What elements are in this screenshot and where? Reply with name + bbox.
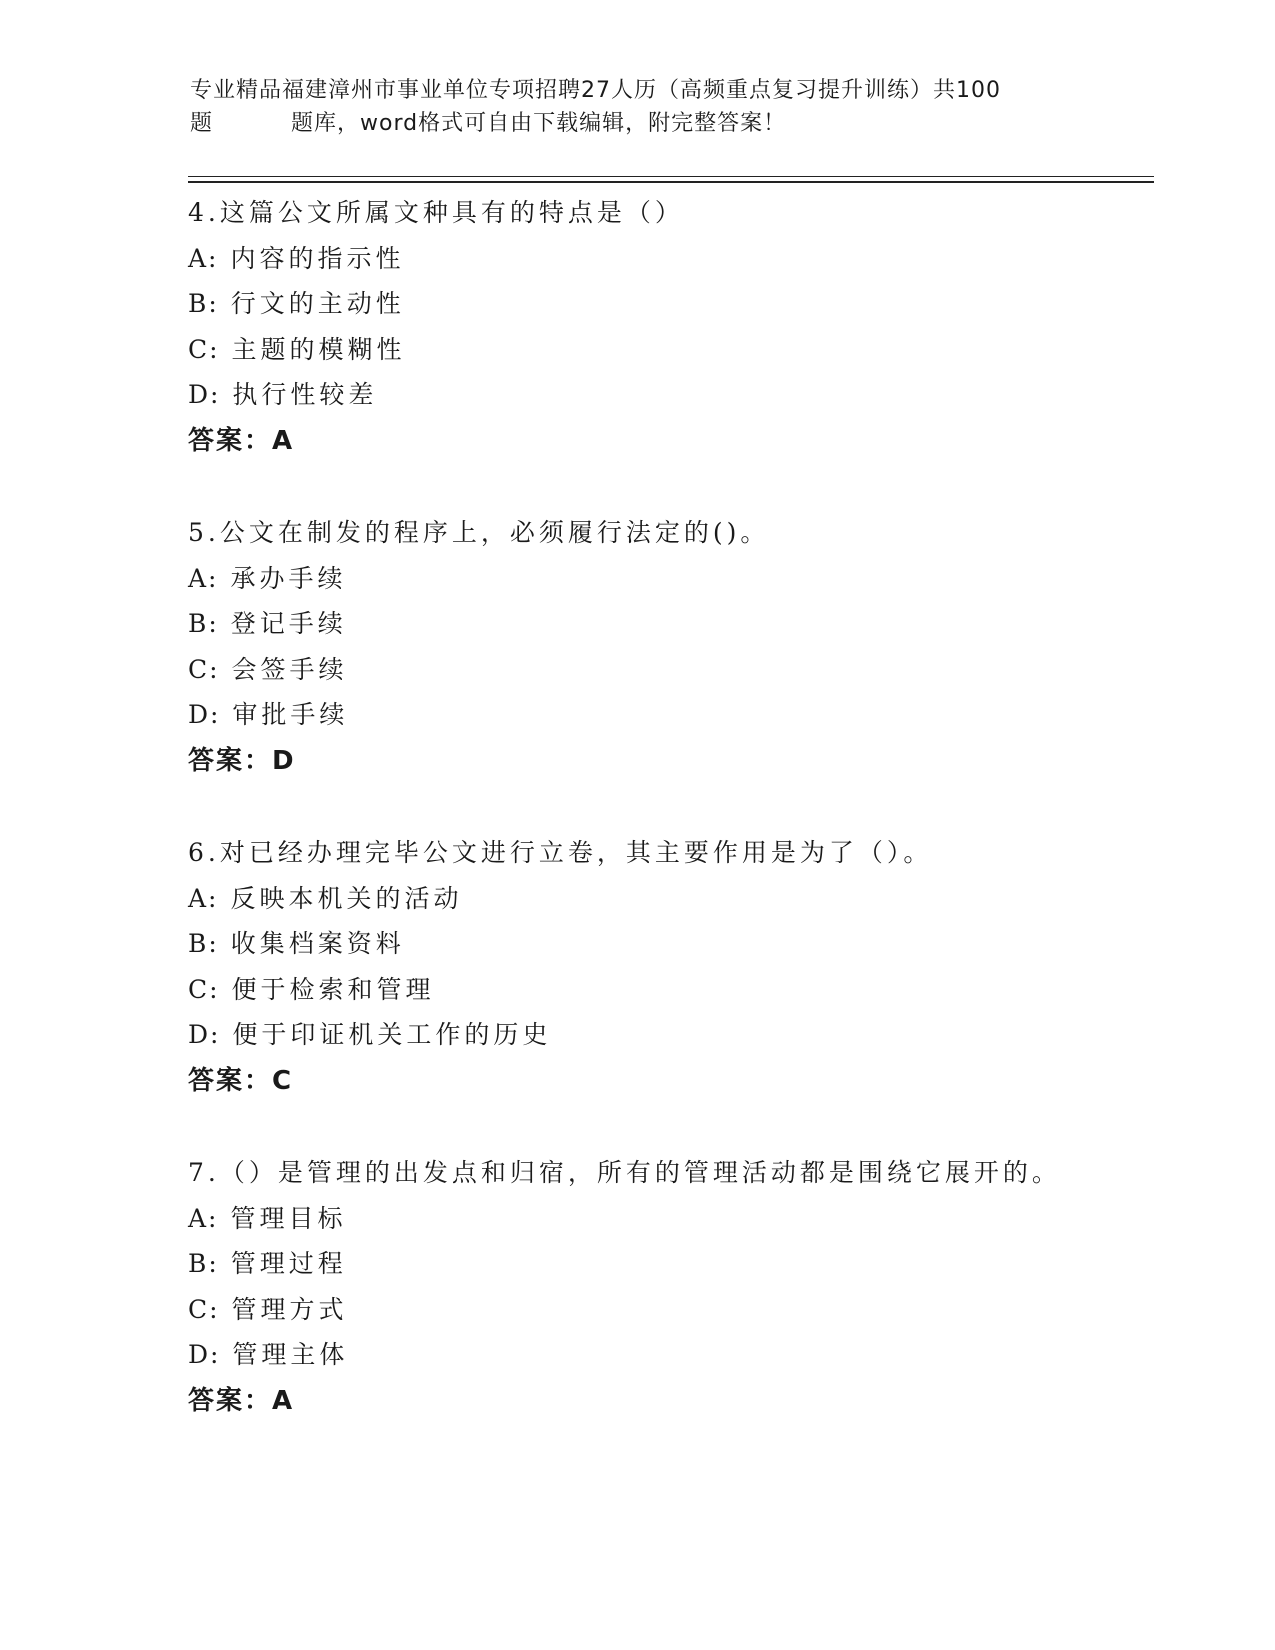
- option-d: [188, 372, 1168, 418]
- question-list: [188, 190, 1168, 1470]
- option-text: 管理过程: [230, 1249, 347, 1279]
- option-letter: A:: [188, 883, 219, 913]
- option-a: [188, 1196, 1168, 1242]
- header-title-line1: 专业精品福建漳州市事业单位专项招聘27人历（高频重点复习提升训练）共100: [190, 78, 1001, 103]
- question-item: [188, 1150, 1168, 1424]
- header-line2-left: 题: [190, 111, 214, 136]
- option-d: [188, 1332, 1168, 1378]
- option-text: 收集档案资料: [230, 929, 405, 959]
- option-text: 内容的指示性: [230, 243, 405, 273]
- option-text: 登记手续: [230, 609, 347, 639]
- option-letter: C:: [188, 974, 220, 1004]
- option-letter: B:: [188, 1249, 219, 1279]
- header-line2-right: 题库，word格式可自由下载编辑，附完整答案！: [291, 111, 787, 136]
- option-d: [188, 1012, 1168, 1058]
- option-text: 便于检索和管理: [231, 974, 435, 1004]
- option-b: [188, 921, 1168, 967]
- option-c: [188, 967, 1168, 1013]
- question-item: [188, 510, 1168, 784]
- answer-line: 答案：A: [188, 425, 295, 456]
- answer-line: 答案：A: [188, 1385, 295, 1416]
- option-a: [188, 556, 1168, 602]
- question-stem: 6.对已经办理完毕公文进行立卷，其主要作用是为了（）。: [188, 837, 933, 867]
- option-a: [188, 876, 1168, 922]
- document-header: [190, 74, 1090, 140]
- option-b: [188, 601, 1168, 647]
- question-item: [188, 190, 1168, 464]
- option-letter: A:: [188, 1203, 219, 1233]
- option-letter: B:: [188, 289, 219, 319]
- option-text: 执行性较差: [232, 380, 378, 410]
- question-stem: 5.公文在制发的程序上，必须履行法定的()。: [188, 517, 770, 547]
- option-text: 会签手续: [231, 654, 348, 684]
- option-letter: A:: [188, 563, 219, 593]
- option-c: [188, 327, 1168, 373]
- option-letter: C:: [188, 654, 220, 684]
- option-text: 管理目标: [230, 1203, 347, 1233]
- option-a: [188, 236, 1168, 282]
- option-text: 审批手续: [232, 700, 349, 730]
- question-item: [188, 830, 1168, 1104]
- option-letter: A:: [188, 243, 219, 273]
- answer-line: 答案：C: [188, 1065, 294, 1096]
- option-letter: C:: [188, 1294, 220, 1324]
- answer-line: 答案：D: [188, 745, 296, 776]
- option-text: 管理方式: [231, 1294, 348, 1324]
- option-text: 行文的主动性: [230, 289, 405, 319]
- option-c: [188, 1287, 1168, 1333]
- option-letter: D:: [188, 380, 221, 410]
- option-c: [188, 647, 1168, 693]
- option-b: [188, 1241, 1168, 1287]
- option-text: 管理主体: [232, 1340, 349, 1370]
- option-d: [188, 692, 1168, 738]
- question-stem: 7.（）是管理的出发点和归宿，所有的管理活动都是围绕它展开的。: [188, 1157, 1061, 1187]
- option-letter: B:: [188, 929, 219, 959]
- option-letter: D:: [188, 1340, 221, 1370]
- option-letter: B:: [188, 609, 219, 639]
- option-letter: C:: [188, 334, 220, 364]
- option-text: 反映本机关的活动: [230, 883, 463, 913]
- option-text: 主题的模糊性: [231, 334, 406, 364]
- option-text: 承办手续: [230, 563, 347, 593]
- header-title-line2: [190, 107, 1090, 140]
- header-divider-thin: [188, 176, 1154, 177]
- option-text: 便于印证机关工作的历史: [232, 1020, 552, 1050]
- header-divider-thick: [188, 181, 1154, 183]
- option-b: [188, 281, 1168, 327]
- question-stem: 4.这篇公文所属文种具有的特点是（）: [188, 198, 684, 227]
- option-letter: D:: [188, 1020, 221, 1050]
- option-letter: D:: [188, 700, 221, 730]
